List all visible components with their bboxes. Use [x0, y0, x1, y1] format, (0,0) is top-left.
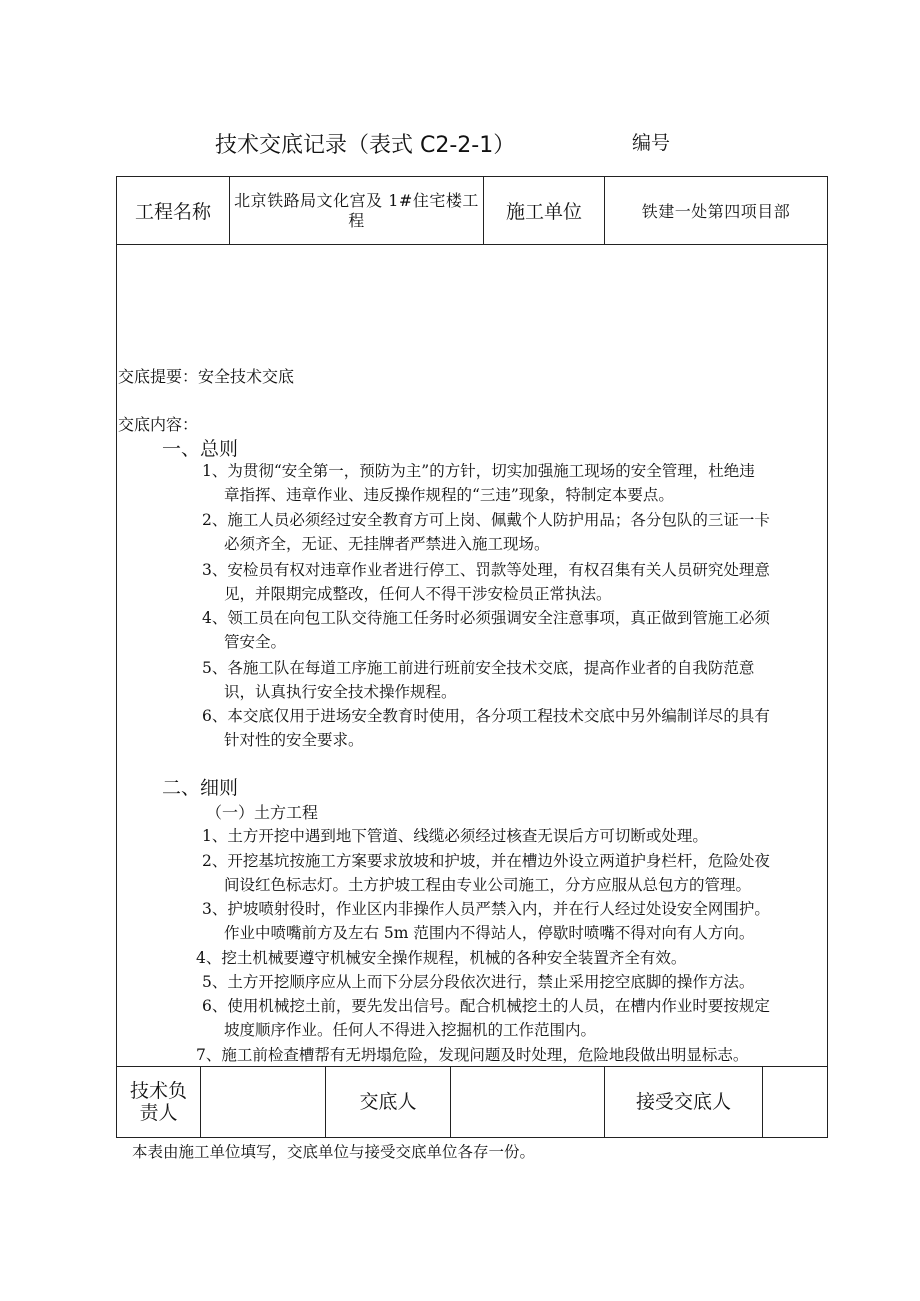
section1-item-6: 6、本交底仅用于进场安全教育时使用，各分项工程技术交底中另外编制详尽的具有 针对性的安全要求。: [202, 707, 770, 749]
section1-item-2: 2、施工人员必须经过安全教育方可上岗、佩戴个人防护用品；各分包队的三证一卡 必须齐全，无证、无挂牌者严禁进入施工现场。: [202, 511, 770, 553]
footnote: 本表由施工单位填写，交底单位与接受交底单位各存一份。: [132, 1143, 536, 1161]
summary-line: [118, 364, 294, 387]
section2-item-6: 6、使用机械挖土前，要先发出信号。配合机械挖土的人员，在槽内作业时要按规定 坡度顺序作业。任何人不得进入挖掘机的工作范围内。: [202, 997, 770, 1039]
section2-item-7: 7、施工前检查槽帮有无坍塌危险，发现问题及时处理，危险地段做出明显标志。: [196, 1046, 749, 1064]
page-title: 技术交底记录（表式 C2-2-1）: [215, 133, 516, 158]
info-row-divider: [116, 244, 828, 245]
tech-lead-signature-field[interactable]: [201, 1067, 325, 1137]
summary-label: 交底提要：: [118, 367, 199, 386]
section1-heading: 一、总则: [162, 438, 239, 460]
discloser-label: 交底人: [359, 1091, 417, 1113]
project-name-label: 工程名称: [134, 201, 211, 223]
summary-value: 安全技术交底: [198, 367, 295, 386]
receiver-signature-field[interactable]: [763, 1067, 827, 1137]
section1-item-5: 5、各施工队在每道工序施工前进行班前安全技术交底，提高作业者的自我防范意 识，认真执行安全技术操作规程。: [202, 659, 755, 701]
section1-item-4: 4、领工员在向包工队交待施工任务时必须强调安全注意事项，真正做到管施工必须 管安全。: [202, 609, 770, 651]
section2-item-1: 1、土方开挖中遇到地下管道、线缆必须经过核查无误后方可切断或处理。: [202, 827, 708, 845]
section2-item-5: 5、土方开挖顺序应从上而下分层分段依次进行，禁止采用挖空底脚的操作方法。: [202, 973, 755, 991]
code-label: 编号: [632, 132, 671, 154]
construction-unit-value: 铁建一处第四项目部: [641, 202, 791, 221]
section2-item-2: 2、开挖基坑按施工方案要求放坡和护坡，并在槽边外设立两道护身栏杆，危险处夜 间设红色标志灯。土方护坡工程由专业公司施工，分方应服从总包方的管理。: [202, 852, 770, 894]
section1-item-3: 3、安检员有权对违章作业者进行停工、罚款等处理，有权召集有关人员研究处理意 见，并限期完成整改，任何人不得干涉安检员正常执法。: [202, 561, 770, 603]
section2-subheading: （一）土方工程: [206, 803, 319, 822]
tech-lead-label: 技术负责人: [129, 1080, 187, 1124]
receiver-label: 接受交底人: [635, 1091, 731, 1113]
construction-unit-label: 施工单位: [505, 201, 582, 223]
discloser-signature-field[interactable]: [451, 1067, 604, 1137]
section2-item-3: 3、护坡喷射役时，作业区内非操作人员严禁入内，并在行人经过处设安全网围护。 作业中喷嘴前方及左右 5m 范围内不得站人，停歇时喷嘴不得对向有人方向。: [202, 900, 770, 942]
section2-heading: 二、细则: [162, 777, 239, 799]
section2-item-4: 4、挖土机械要遵守机械安全操作规程，机械的各种安全装置齐全有效。: [196, 949, 687, 967]
project-name-value: 北京铁路局文化宫及 1#住宅楼工程: [234, 190, 479, 230]
content-label: 交底内容：: [118, 415, 199, 434]
section1-item-1: 1、为贯彻“安全第一，预防为主”的方针，切实加强施工现场的安全管理，杜绝违 章指挥、违章作业、违反操作规程的“三违”现象，特制定本要点。: [202, 462, 755, 504]
